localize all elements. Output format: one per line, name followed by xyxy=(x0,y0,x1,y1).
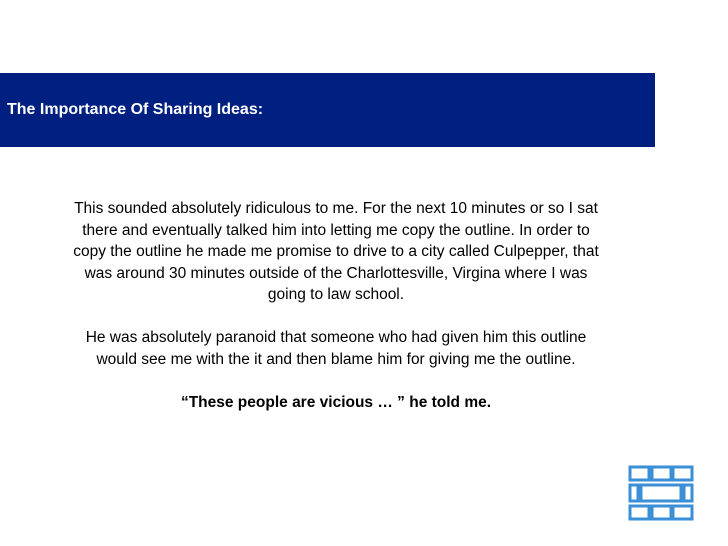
slide-title: The Importance Of Sharing Ideas: xyxy=(7,101,264,118)
paragraph-spacer xyxy=(66,306,606,328)
slide-title-bar xyxy=(0,73,655,147)
body-paragraph-1: This sounded absolutely ridiculous to me. For the next 10 minutes or so I sat there and eventually talked him into letting me copy the outline. In order to copy the outline he made me promise to drive to a city called Culpepper, that was around 30 minutes outside of the Charlottesville, Virgina where I was going to law school. xyxy=(73,200,599,303)
body-paragraph-2: He was absolutely paranoid that someone who had given him this outline would see me with the it and then blame him for giving me the outline. xyxy=(85,329,587,368)
paragraph-spacer xyxy=(66,370,606,392)
woven-squares-logo-icon xyxy=(628,465,694,521)
slide-body xyxy=(66,198,606,413)
quote-text: “These people are vicious … ” he told me. xyxy=(180,393,492,411)
